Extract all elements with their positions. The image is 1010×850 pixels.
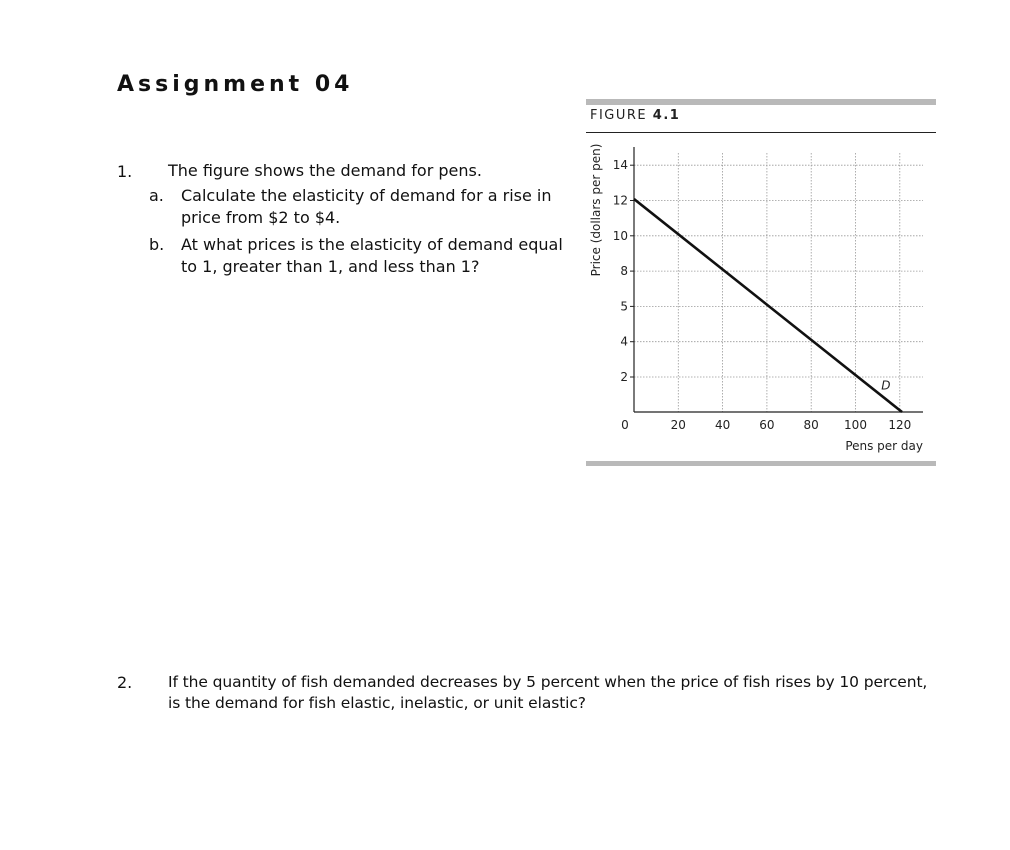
x-tick-label: 100 <box>844 418 867 432</box>
question-2-line1: If the quantity of fish demanded decreases by 5 percent when the price of fish rises by 10 percent, <box>168 673 928 691</box>
chart-series <box>634 199 902 412</box>
question-1a-line1: Calculate the elasticity of demand for a rise in <box>181 186 552 205</box>
x-tick-label: 40 <box>714 418 731 432</box>
x-tick-label: 60 <box>759 418 775 432</box>
chart-axes <box>630 147 923 412</box>
figure-label <box>590 108 680 123</box>
x-tick-label: 120 <box>888 418 912 432</box>
y-tick-label: 2 <box>620 370 628 384</box>
question-2-number: 2. <box>117 673 133 692</box>
question-1a-label: a. <box>149 186 164 205</box>
question-1-text: The figure shows the demand for pens. <box>168 161 482 180</box>
origin-label: 0 <box>621 418 629 432</box>
y-tick-label: 8 <box>620 264 628 279</box>
figure-bottom-bar <box>586 461 936 466</box>
question-2-text <box>168 672 958 714</box>
y-tick-label: 14 <box>612 158 628 173</box>
question-1a-line2: price from $2 to $4. <box>181 208 341 227</box>
demand-curve <box>634 199 902 412</box>
figure-label-prefix: FIGURE <box>590 108 648 123</box>
question-1b-label: b. <box>149 235 165 254</box>
figure-top-bar <box>586 99 936 105</box>
y-tick-label: 4 <box>620 334 628 349</box>
question-1b-line1: At what prices is the elasticity of demand equal <box>181 235 563 254</box>
figure-rule <box>586 132 936 133</box>
demand-curve-label: D <box>881 378 891 393</box>
x-tick-label: 20 <box>670 418 686 432</box>
y-tick-label: 12 <box>612 193 628 208</box>
demand-chart <box>586 135 936 460</box>
page-title: Assignment 04 <box>117 72 354 97</box>
y-tick-label: 10 <box>612 228 628 243</box>
x-tick-labels <box>671 418 912 432</box>
y-axis-label: Price (dollars per pen) <box>589 143 603 277</box>
figure-label-number: 4.1 <box>652 108 681 123</box>
question-1b-line2: to 1, greater than 1, and less than 1? <box>181 257 480 276</box>
y-tick-labels <box>613 158 628 384</box>
question-1-number: 1. <box>117 162 133 181</box>
chart-grid <box>634 153 923 412</box>
x-tick-label: 80 <box>803 418 819 432</box>
x-axis-label: Pens per day <box>845 439 923 453</box>
question-2-line2: is the demand for fish elastic, inelastic, or unit elastic? <box>168 694 586 712</box>
y-tick-label: 5 <box>620 299 628 314</box>
